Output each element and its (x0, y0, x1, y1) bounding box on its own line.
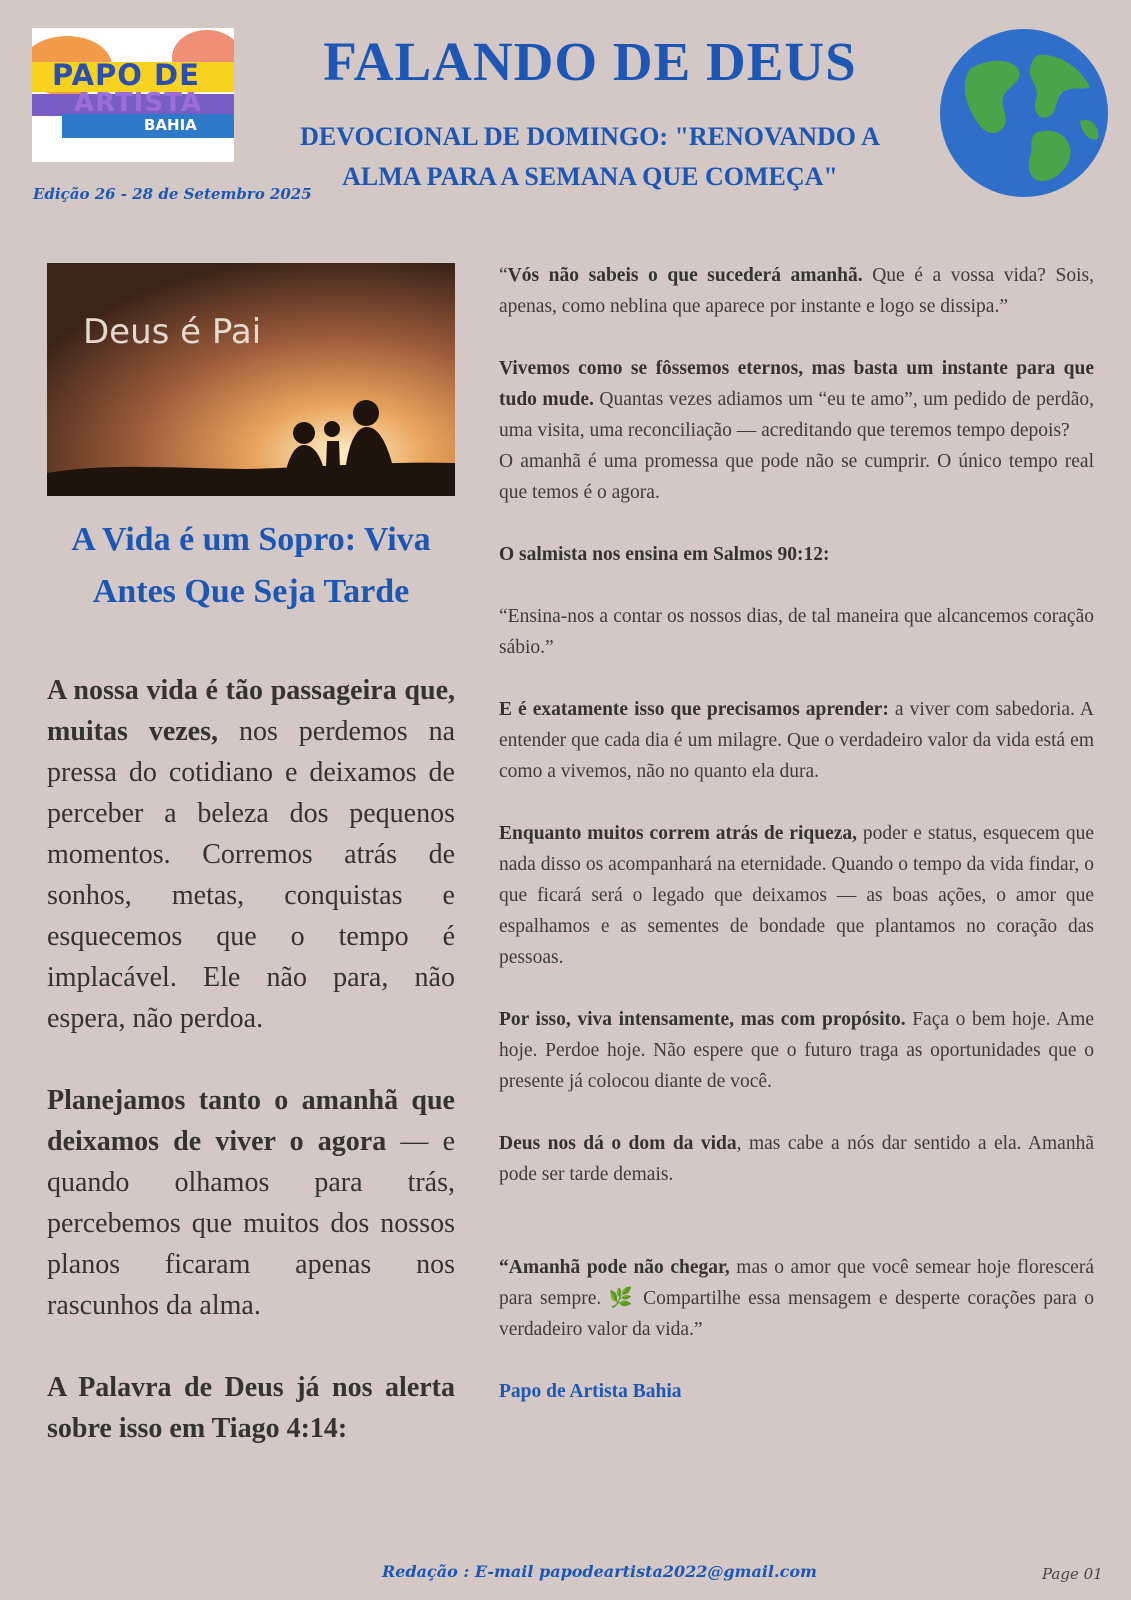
signature: Papo de Artista Bahia (499, 1381, 682, 1402)
globe-icon (940, 29, 1108, 197)
logo-text-line1: PAPO DE (52, 58, 200, 92)
right-paragraph-7: Por isso, viva intensamente, mas com propósito. Faça o bem hoje. Ame hoje. Perdoe hoje. Não espere que o futuro traga as oportunidades que o presente já colocou diante de você. (499, 1009, 1094, 1092)
right-paragraph-5: E é exatamente isso que precisamos aprender: a viver com sabedoria. A entender que cada dia é um milagre. Que o verdadeiro valor da vida está em como a vivemos, não no quanto ela dura. (499, 699, 1094, 782)
bible-quote-salmos: “Ensina-nos a contar os nossos dias, de tal maneira que alcancemos coração sábio.” (499, 606, 1094, 658)
right-paragraph-8: Deus nos dá o dom da vida, mas cabe a nós dar sentido a ela. Amanhã pode ser tarde demais. (499, 1133, 1094, 1185)
footer-email: Redação : E-mail papodeartista2022@gmail.com (382, 1562, 817, 1581)
left-column (47, 670, 455, 1490)
right-paragraph-3: O salmista nos ensina em Salmos 90:12: (499, 544, 830, 565)
right-column (499, 260, 1094, 1438)
newsletter-subtitle: DEVOCIONAL DE DOMINGO: "RENOVANDO A ALMA PARA A SEMANA QUE COMEÇA" (300, 122, 880, 191)
logo-text-line3: BAHIA (144, 116, 197, 134)
closing-quote: “Amanhã pode não chegar, mas o amor que você semear hoje florescerá para sempre. 🌿 Compartilhe essa mensagem e desperte corações para o verdadeiro valor da vida.” (499, 1257, 1095, 1340)
father-child-sunset-photo (47, 263, 455, 496)
left-paragraph-1: A nossa vida é tão passageira que, muitas vezes, nos perdemos na pressa do cotidiano e deixamos de perceber a beleza dos pequenos momentos. Corremos atrás de sonhos, metas, conquistas e esquecemos que o tempo é implacável. Ele não para, não espera, não perdoa. (47, 675, 455, 1034)
left-paragraph-3: A Palavra de Deus já nos alerta sobre isso em Tiago 4:14: (47, 1372, 455, 1444)
edition-date: Edição 26 - 28 de Setembro 2025 (33, 185, 312, 203)
papo-de-artista-logo (32, 28, 234, 162)
logo-text-line2: ARTISTA (74, 88, 202, 118)
photo-caption: Deus é Pai (83, 312, 262, 352)
article-title: A Vida é um Sopro: Viva Antes Que Seja Tarde (71, 521, 431, 610)
masthead (280, 30, 900, 197)
right-paragraph-6: Enquanto muitos correm atrás de riqueza, poder e status, esquecem que nada disso os acompanhará na eternidade. Quando o tempo da vida findar, o que ficará será o legado que deixamos — as boas ações, o amor que espalhamos e as sementes de bondade que plantamos no coração das pessoas. (499, 823, 1094, 968)
bible-quote-tiago: “Vós não sabeis o que sucederá amanhã. Que é a vossa vida? Sois, apenas, como neblina que aparece por instante e logo se dissipa.” (499, 265, 1094, 317)
leaf-icon: 🌿 (608, 1288, 636, 1309)
left-paragraph-2: Planejamos tanto o amanhã que deixamos de viver o agora — e quando olhamos para trás, percebemos que muitos dos nossos planos ficaram apenas nos rascunhos da alma. (47, 1085, 455, 1321)
newsletter-title: FALANDO DE DEUS (323, 31, 857, 92)
right-paragraph-2: Vivemos como se fôssemos eternos, mas basta um instante para que tudo mude. Quantas vezes adiamos um “eu te amo”, um pedido de perdão, uma visita, uma reconciliação — acreditando que teremos tempo depois? O amanhã é uma promessa que pode não se cumprir. O único tempo real que temos é o agora. (499, 358, 1094, 503)
page-number: Page 01 (1042, 1565, 1103, 1583)
